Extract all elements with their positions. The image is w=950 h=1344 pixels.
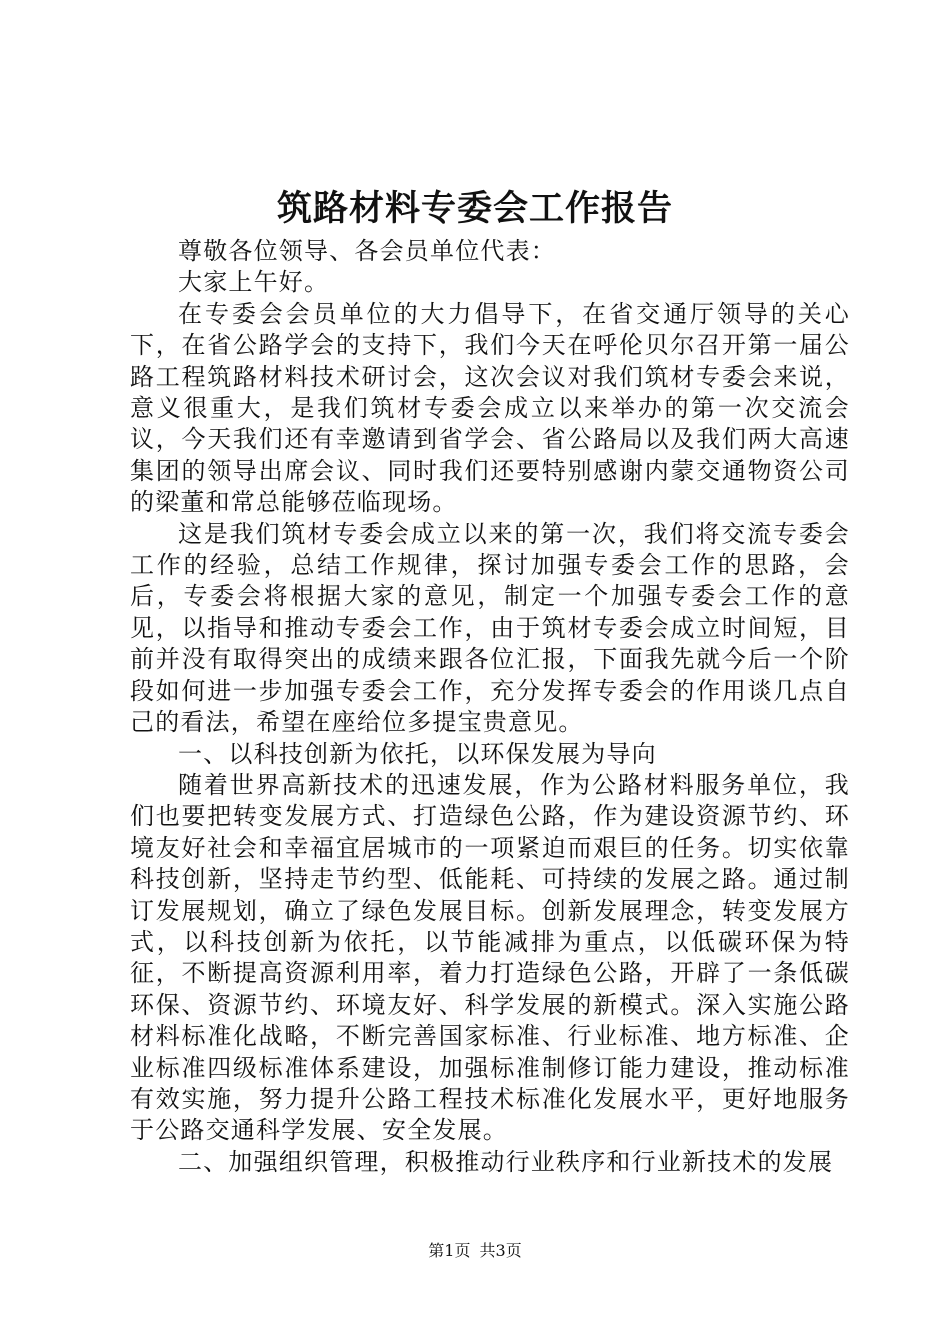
document-body	[130, 236, 850, 1178]
document-title: 筑路材料专委会工作报告	[276, 188, 673, 229]
section-heading: 一、以科技创新为依托，以环保发展为导向	[178, 739, 657, 768]
section-heading: 二、加强组织管理，积极推动行业秩序和行业新技术的发展	[178, 1147, 834, 1176]
body-paragraph: 在专委会会员单位的大力倡导下，在省交通厅领导的关心下，在省公路学会的支持下，我们今天在呼伦贝尔召开第一届公路工程筑路材料技术研讨会，这次会议对我们筑材专委会来说，意义很重大，是我们筑材专委会成立以来举办的第一次交流会议，今天我们还有幸邀请到省学会、省公路局以及我们两大高速集团的领导出席会议、同时我们还要特别感谢内蒙交通物资公司的梁董和常总能够莅临现场。	[130, 299, 850, 517]
salutation: 尊敬各位领导、各会员单位代表：	[178, 237, 556, 265]
body-paragraph: 随着世界高新技术的迅速发展，作为公路材料服务单位，我们也要把转变发展方式、打造绿色公路，作为建设资源节约、环境友好社会和幸福宜居城市的一项紧迫而艰巨的任务。切实依靠科技创新，坚持走节约型、低能耗、可持续的发展之路。通过制订发展规划，确立了绿色发展目标。创新发展理念，转变发展方式，以科技创新为依托，以节能减排为重点，以低碳环保为特征，不断提高资源利用率，着力打造绿色公路，开辟了一条低碳环保、资源节约、环境友好、科学发展的新模式。深入实施公路材料标准化战略，不断完善国家标准、行业标准、地方标准、企业标准四级标准体系建设，加强标准制修订能力建设，推动标准有效实施，努力提升公路工程技术标准化发展水平，更好地服务于公路交通科学发展、安全发展。	[130, 770, 850, 1145]
page-total: 共3页	[479, 1241, 522, 1260]
page-number: 第1页	[428, 1241, 471, 1260]
page-footer	[0, 1240, 950, 1262]
body-paragraph: 这是我们筑材专委会成立以来的第一次，我们将交流专委会工作的经验，总结工作规律，探讨加强专委会工作的思路，会后，专委会将根据大家的意见，制定一个加强专委会工作的意见，以指导和推动专委会工作，由于筑材专委会成立时间短，目前并没有取得突出的成绩来跟各位汇报，下面我先就今后一个阶段如何进一步加强专委会工作，充分发挥专委会的作用谈几点自己的看法，希望在座给位多提宝贵意见。	[130, 519, 850, 737]
greeting: 大家上午好。	[178, 268, 330, 297]
